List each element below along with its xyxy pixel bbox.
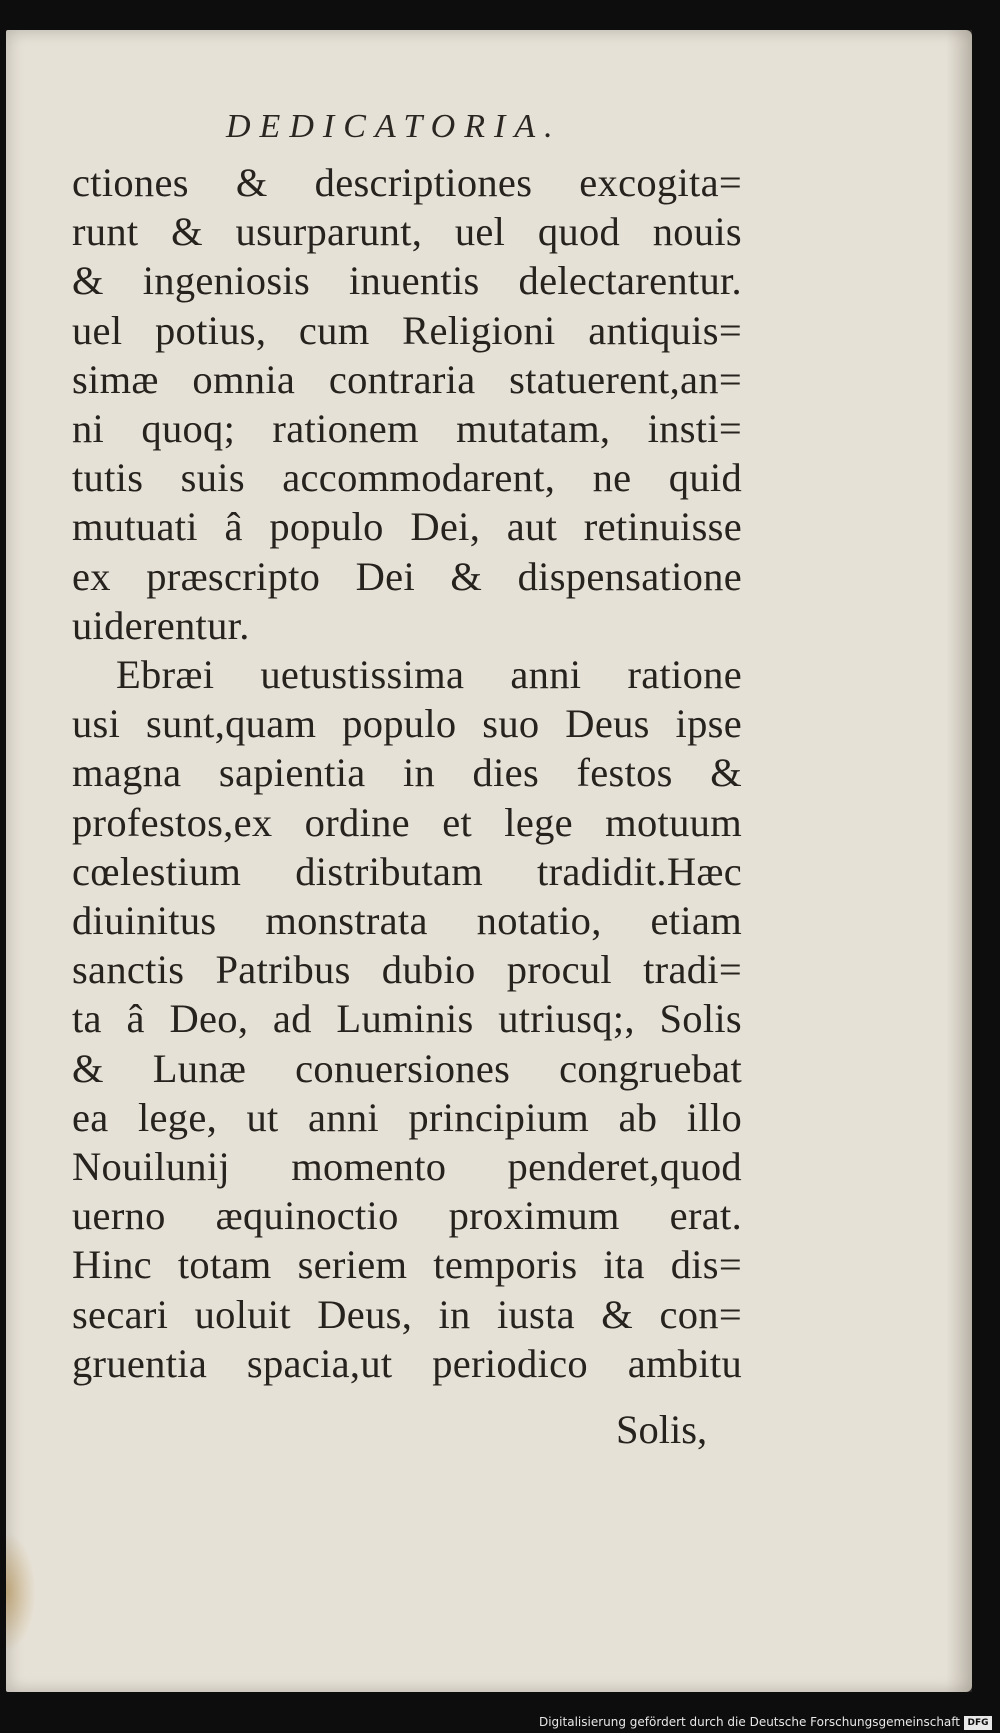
text-line: uel potius, cum Religioni antiquis= <box>72 307 742 353</box>
text-line: ctiones & descriptiones excogita= <box>72 160 742 205</box>
body-text <box>72 158 742 1388</box>
text-line: magna sapientia in dies festos & <box>72 750 742 796</box>
text-line: Nouilunij momento penderet,quod <box>72 1144 742 1190</box>
text-line: simæ omnia contraria statuerent,an= <box>72 356 742 402</box>
text-line: cœlestium distributam tradidit.Hæc <box>72 848 742 894</box>
text-line: & ingeniosis inuentis delectarentur. <box>72 258 742 304</box>
text-line: uerno æquinoctio proximum erat. <box>72 1193 742 1239</box>
text-line: profestos,ex ordine et lege motuum <box>72 799 742 845</box>
page-stain <box>6 1532 36 1652</box>
text-line: Ebræi uetustissima anni ratione <box>116 652 742 698</box>
dfg-logo: DFG <box>964 1716 992 1730</box>
footer-bar <box>0 1711 1000 1733</box>
text-line: sanctis Patribus dubio procul tradi= <box>72 947 742 993</box>
text-line: usi sunt,quam populo suo Deus ipse <box>72 701 742 747</box>
text-line: tutis suis accommodarent, ne quid <box>72 455 742 501</box>
text-line: ni quoq; rationem mutatam, insti= <box>72 406 742 452</box>
text-line: runt & usurparunt, uel quod nouis <box>72 209 742 255</box>
text-line: uiderentur. <box>72 602 250 648</box>
text-line: ta â Deo, ad Luminis utriusq;, Solis <box>72 996 742 1042</box>
text-line: secari uoluit Deus, in iusta & con= <box>72 1291 742 1337</box>
text-line: diuinitus monstrata notatio, etiam <box>72 898 742 944</box>
text-line: Hinc totam seriem temporis ita dis= <box>72 1242 742 1288</box>
text-line: ex præscripto Dei & dispensatione <box>72 553 742 599</box>
running-head: DEDICATORIA. <box>226 108 562 145</box>
text-line: & Lunæ conuersiones congruebat <box>72 1045 742 1091</box>
text-line: mutuati â populo Dei, aut retinuisse <box>72 504 742 550</box>
book-page <box>6 30 972 1692</box>
text-line: gruentia spacia,ut periodico ambitu <box>72 1340 742 1386</box>
page-edge-shadow <box>946 30 972 1692</box>
digitization-credit: Digitalisierung gefördert durch die Deutsche Forschungsgemeinschaft <box>538 1715 960 1729</box>
text-line: ea lege, ut anni principium ab illo <box>72 1094 742 1140</box>
catchword: Solis, <box>616 1407 708 1452</box>
